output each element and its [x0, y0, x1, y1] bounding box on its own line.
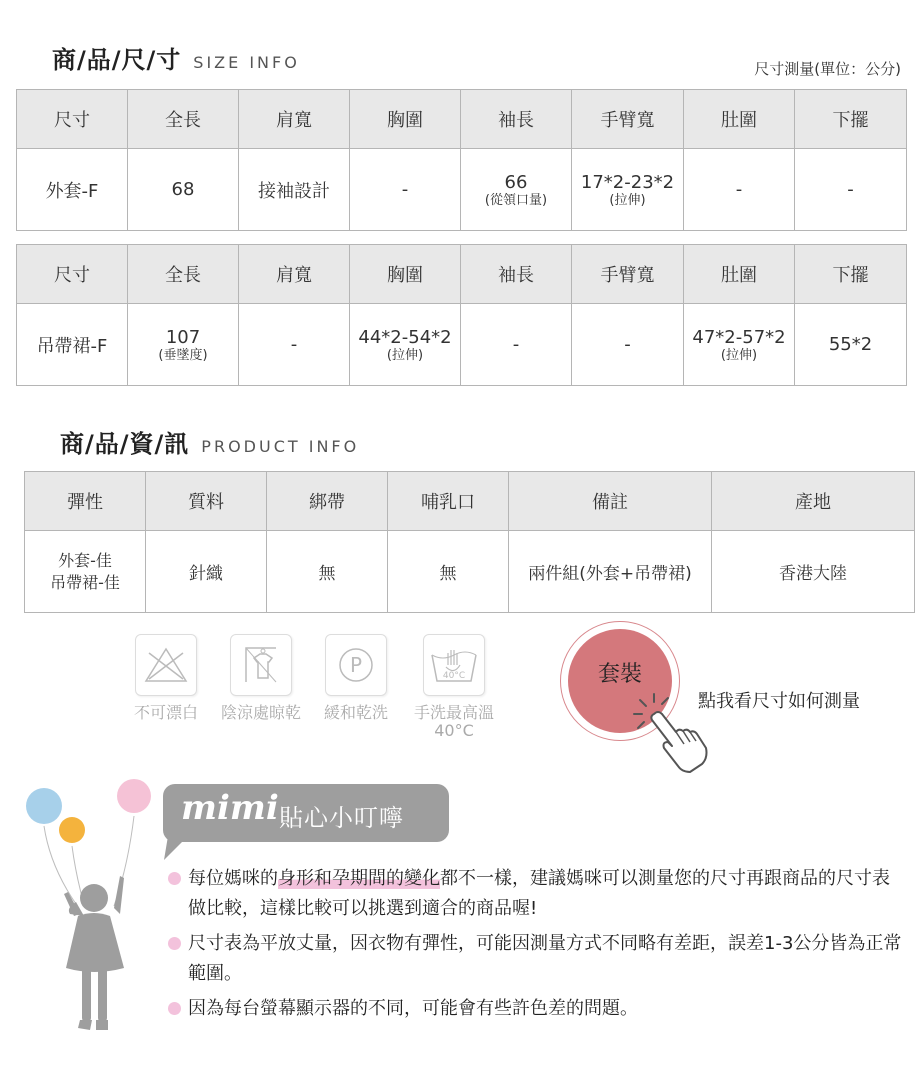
no-bleach-label: 不可漂白	[133, 703, 198, 722]
cell-length: 68	[128, 149, 239, 231]
product-info-title	[60, 424, 359, 459]
cell-length-value: 107	[165, 326, 201, 348]
shade-dry-label: 陰涼處晾乾	[220, 703, 301, 722]
unit-note: 尺寸測量(單位：公分)	[754, 60, 901, 78]
header-sleeve: 袖長	[461, 245, 572, 304]
pink-balloon	[117, 779, 151, 813]
header-length: 全長	[128, 245, 239, 304]
header-chest: 胸圍	[350, 90, 461, 149]
cell-hem: -	[795, 149, 907, 231]
header-waist: 肚圍	[684, 245, 795, 304]
cell-name: 外套-F	[17, 149, 128, 231]
cell-chest-note: (拉伸)	[386, 347, 424, 363]
set-label[interactable]: 套裝	[568, 629, 672, 733]
size-table-dress	[16, 244, 907, 386]
header-size: 尺寸	[17, 245, 128, 304]
cell-length	[128, 304, 239, 386]
cell-sleeve-value: 66	[504, 171, 528, 193]
cell-shoulder: -	[239, 304, 350, 386]
cell-sleeve	[461, 149, 572, 231]
tip-3-text: 因為每台螢幕顯示器的不同，可能會有些許色差的問題。	[188, 998, 638, 1019]
cell-name: 吊帶裙-F	[17, 304, 128, 386]
cell-arm-note: (拉伸)	[609, 192, 646, 208]
cell-chest-value: 44*2-54*2	[358, 326, 452, 348]
cell-sleeve-note: (從領口量)	[484, 192, 548, 208]
size-title-zh: 商/品/尺/寸	[52, 46, 182, 74]
tip-2-text: 尺寸表為平放丈量，因衣物有彈性，可能因測量方式不同略有差距，誤差1-3公分皆為正常範圍。	[188, 933, 902, 984]
header-size: 尺寸	[17, 90, 128, 149]
tips-bubble	[163, 784, 449, 842]
dry-clean-p-icon	[325, 634, 387, 696]
p-icon-text: P	[349, 653, 363, 677]
bubble-title: 貼心小叮嚀	[279, 804, 404, 832]
no-bleach-icon	[135, 634, 197, 696]
size-header-row	[17, 90, 907, 149]
tip-2	[168, 929, 903, 989]
cell-sleeve: -	[461, 304, 572, 386]
header-nursing: 哺乳口	[388, 472, 509, 531]
balloon-girl-illustration	[24, 776, 164, 1046]
cell-remark: 兩件組(外套+吊帶裙)	[509, 531, 712, 613]
header-elasticity: 彈性	[25, 472, 146, 531]
tip-1-highlight: 身形和孕期間的變化	[278, 868, 440, 889]
bullet-dot	[168, 937, 181, 950]
tip-1-text	[168, 864, 903, 924]
tip-3	[168, 994, 903, 1024]
tip-1-part-a: 每位媽咪的	[188, 868, 278, 889]
care-hand-wash	[410, 634, 498, 740]
cell-chest: -	[350, 149, 461, 231]
care-dry-clean	[318, 634, 394, 722]
table-row	[17, 149, 907, 231]
shade-dry-icon	[230, 634, 292, 696]
cell-arm	[572, 149, 684, 231]
bubble-mimi: mimi	[181, 788, 279, 828]
hand-wash-label-2: 40°C	[434, 721, 474, 740]
cell-shoulder: 接袖設計	[239, 149, 350, 231]
header-length: 全長	[128, 90, 239, 149]
info-header-row	[25, 472, 915, 531]
header-shoulder: 肩寬	[239, 90, 350, 149]
blue-balloon	[26, 788, 62, 824]
cell-waist-value: 47*2-57*2	[692, 326, 786, 348]
elasticity-jacket: 外套-佳	[58, 550, 112, 570]
size-table-jacket	[16, 89, 907, 231]
tip-1	[168, 864, 903, 924]
header-shoulder: 肩寬	[239, 245, 350, 304]
header-waist: 肚圍	[684, 90, 795, 149]
cell-chest	[350, 304, 461, 386]
size-info-title	[52, 40, 300, 75]
cell-elasticity	[25, 531, 146, 613]
cell-strap: 無	[267, 531, 388, 613]
care-no-bleach	[128, 634, 204, 722]
bullet-dot	[168, 1002, 181, 1015]
header-hem: 下擺	[795, 245, 907, 304]
hand-wash-icon	[423, 634, 485, 696]
product-info-table	[24, 471, 915, 613]
product-title-zh: 商/品/資/訊	[60, 430, 190, 458]
hand-wash-label-1: 手洗最高溫	[413, 703, 494, 722]
bubble-tail	[160, 836, 190, 862]
cell-origin: 香港大陸	[712, 531, 915, 613]
header-remark: 備註	[509, 472, 712, 531]
header-strap: 綁帶	[267, 472, 388, 531]
measure-guide-link[interactable]: 點我看尺寸如何測量	[698, 691, 860, 712]
header-chest: 胸圍	[350, 245, 461, 304]
product-title-en: PRODUCT INFO	[201, 437, 360, 456]
header-sleeve: 袖長	[461, 90, 572, 149]
header-arm: 手臂寬	[572, 245, 684, 304]
cell-hem: 55*2	[795, 304, 907, 386]
header-material: 質料	[146, 472, 267, 531]
elasticity-dress: 吊帶裙-佳	[50, 572, 120, 592]
header-origin: 產地	[712, 472, 915, 531]
table-row	[25, 531, 915, 613]
size-header-row	[17, 245, 907, 304]
header-arm: 手臂寬	[572, 90, 684, 149]
cell-waist-note: (拉伸)	[720, 347, 758, 363]
cell-waist: -	[684, 149, 795, 231]
cell-material: 針織	[146, 531, 267, 613]
cell-nursing: 無	[388, 531, 509, 613]
cell-arm: -	[572, 304, 684, 386]
cell-arm-value: 17*2-23*2	[580, 171, 675, 193]
header-hem: 下擺	[795, 90, 907, 149]
cell-waist	[684, 304, 795, 386]
size-title-en: SIZE INFO	[193, 53, 300, 72]
cell-length-note: (垂墜度)	[158, 347, 208, 363]
yellow-balloon	[59, 817, 85, 843]
table-row	[17, 304, 907, 386]
tip-1-part-b: 都不一樣，建議媽咪可以測量您的尺寸再跟商品的尺寸表做比較，這樣比較可以挑選到適合的商品喔!	[188, 868, 890, 919]
dry-clean-label: 緩和乾洗	[323, 703, 388, 722]
bullet-dot	[168, 872, 181, 885]
care-shade-dry	[216, 634, 306, 722]
temp-icon-text: 40°C	[442, 671, 466, 681]
